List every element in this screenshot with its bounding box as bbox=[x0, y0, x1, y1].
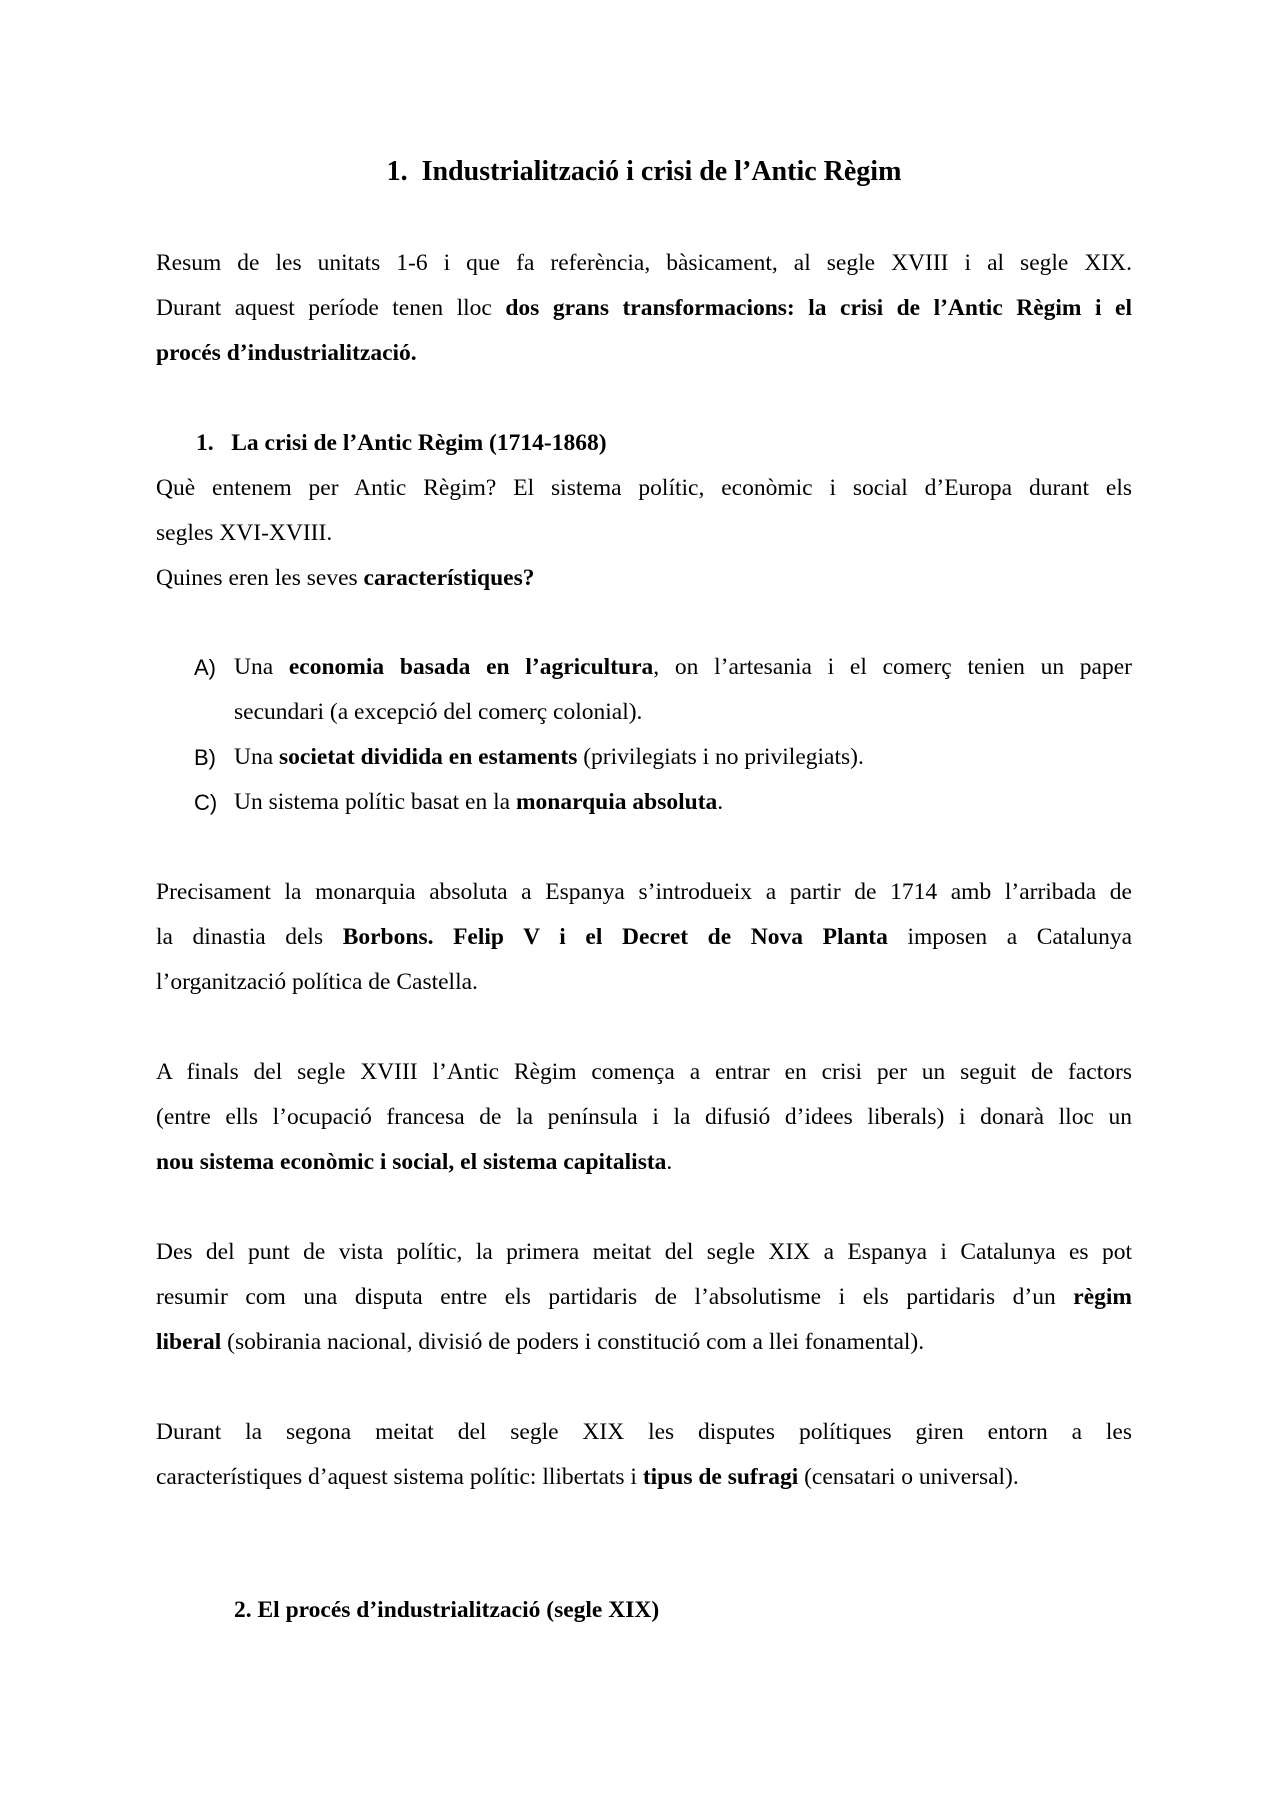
page-title bbox=[156, 154, 1132, 190]
paragraph-text: característiques d’aquest sistema polític: llibertats i bbox=[156, 1464, 643, 1490]
question-line: Què entenem per Antic Règim? El sistema polític, econòmic i social d’Europa durant els bbox=[156, 475, 1132, 501]
paragraph-bold-text: . bbox=[427, 924, 454, 950]
intro-paragraph bbox=[156, 241, 1132, 376]
list-line bbox=[234, 645, 1132, 690]
paragraph-line bbox=[156, 1320, 1132, 1365]
paragraph-crisi bbox=[156, 1050, 1132, 1185]
paragraph-bold-text: règim bbox=[1073, 1284, 1132, 1310]
intro-text: Durant aquest període tenen lloc bbox=[156, 295, 506, 321]
title-text: Industrialització i crisi de l’Antic Règim bbox=[421, 156, 902, 187]
list-bold-text: monarquia absoluta bbox=[515, 789, 718, 815]
paragraph-text: la dinastia dels bbox=[156, 924, 343, 950]
paragraph-borbons bbox=[156, 870, 1132, 1005]
paragraph-line: Des del punt de vista polític, la primera meitat del segle XIX a Espanya i Catalunya es pot bbox=[156, 1239, 1132, 1265]
list-text: Un sistema polític basat en la bbox=[234, 789, 516, 815]
list-marker: B) bbox=[194, 745, 216, 770]
paragraph-line bbox=[156, 1275, 1132, 1320]
paragraph-segona-meitat bbox=[156, 1410, 1132, 1500]
paragraph-line: (entre ells l’ocupació francesa de la península i la difusió d’idees liberals) i donarà lloc un bbox=[156, 1104, 1132, 1130]
paragraph-bold-text: liberal bbox=[156, 1329, 222, 1355]
list-text: (privilegiats i no privilegiats). bbox=[577, 744, 864, 770]
list-item bbox=[156, 735, 1132, 780]
intro-line: Resum de les unitats 1-6 i que fa referència, bàsicament, al segle XVIII i al segle XIX. bbox=[156, 250, 1132, 276]
section-heading bbox=[196, 421, 607, 466]
question-line: segles XVI-XVIII. bbox=[156, 520, 333, 546]
paragraph-line bbox=[156, 1140, 1132, 1185]
paragraph-line: A finals del segle XVIII l’Antic Règim comença a entrar en crisi per un seguit de factors bbox=[156, 1059, 1132, 1085]
section-heading-text: La crisi de l’Antic Règim (1714-1868) bbox=[231, 430, 607, 456]
section1-questions bbox=[156, 466, 1132, 601]
paragraph-bold-text: Felip V i el Decret de Nova Planta bbox=[453, 924, 888, 950]
list-item bbox=[156, 645, 1132, 735]
paragraph-text: (censatari o universal). bbox=[798, 1464, 1019, 1490]
list-line: secundari (a excepció del comerç colonial). bbox=[234, 699, 643, 725]
paragraph-text: (sobirania nacional, divisió de poders i constitució com a llei fonamental). bbox=[221, 1329, 925, 1355]
paragraph-bold-text: Borbons bbox=[342, 924, 428, 950]
title-number: 1. bbox=[386, 156, 408, 187]
paragraph-politic bbox=[156, 1230, 1132, 1365]
question-bold-text: característiques? bbox=[363, 565, 535, 591]
paragraph-bold-text: tipus de sufragi bbox=[642, 1464, 799, 1490]
paragraph-text: imposen a Catalunya bbox=[887, 924, 1133, 950]
list-bold-text: economia basada en l’agricultura bbox=[288, 654, 654, 680]
paragraph-bold-text: nou sistema econòmic i social, el sistema capitalista bbox=[156, 1149, 667, 1175]
section-heading: 2. El procés d’industrialització (segle XIX) bbox=[234, 1597, 660, 1623]
paragraph-text: resumir com una disputa entre els partidaris de l’absolutisme i els partidaris d’un bbox=[156, 1284, 1074, 1310]
paragraph-line: l’organització política de Castella. bbox=[156, 969, 478, 995]
list-text: . bbox=[717, 789, 724, 815]
intro-line bbox=[156, 286, 1132, 331]
list-item-text bbox=[234, 735, 1132, 780]
list-text: Una bbox=[234, 744, 280, 770]
paragraph-line bbox=[156, 915, 1132, 960]
section-number: 1. bbox=[196, 430, 214, 456]
paragraph-line bbox=[156, 1455, 1132, 1500]
question-text: Quines eren les seves bbox=[156, 565, 364, 591]
list-text: Una bbox=[234, 654, 289, 680]
paragraph-text: . bbox=[666, 1149, 673, 1175]
question-line bbox=[156, 556, 1132, 601]
paragraph-line: Durant la segona meitat del segle XIX les disputes polítiques giren entorn a les bbox=[156, 1419, 1132, 1445]
list-marker: A) bbox=[194, 655, 216, 680]
intro-line bbox=[156, 331, 1132, 376]
list-text: , on l’artesania i el comerç tenien un paper bbox=[653, 654, 1132, 680]
list-marker: C) bbox=[194, 790, 218, 815]
intro-bold-text: dos grans transformacions: la crisi de l’Antic Règim i el bbox=[505, 295, 1132, 321]
list-item-text bbox=[234, 645, 1132, 735]
list-item bbox=[156, 780, 1132, 825]
list-bold-text: societat dividida en estaments bbox=[279, 744, 578, 770]
list-item-text bbox=[234, 780, 1132, 825]
paragraph-line: Precisament la monarquia absoluta a Espanya s’introdueix a partir de 1714 amb l’arribada de bbox=[156, 879, 1132, 905]
intro-bold-text: procés d’industrialització. bbox=[156, 340, 417, 366]
